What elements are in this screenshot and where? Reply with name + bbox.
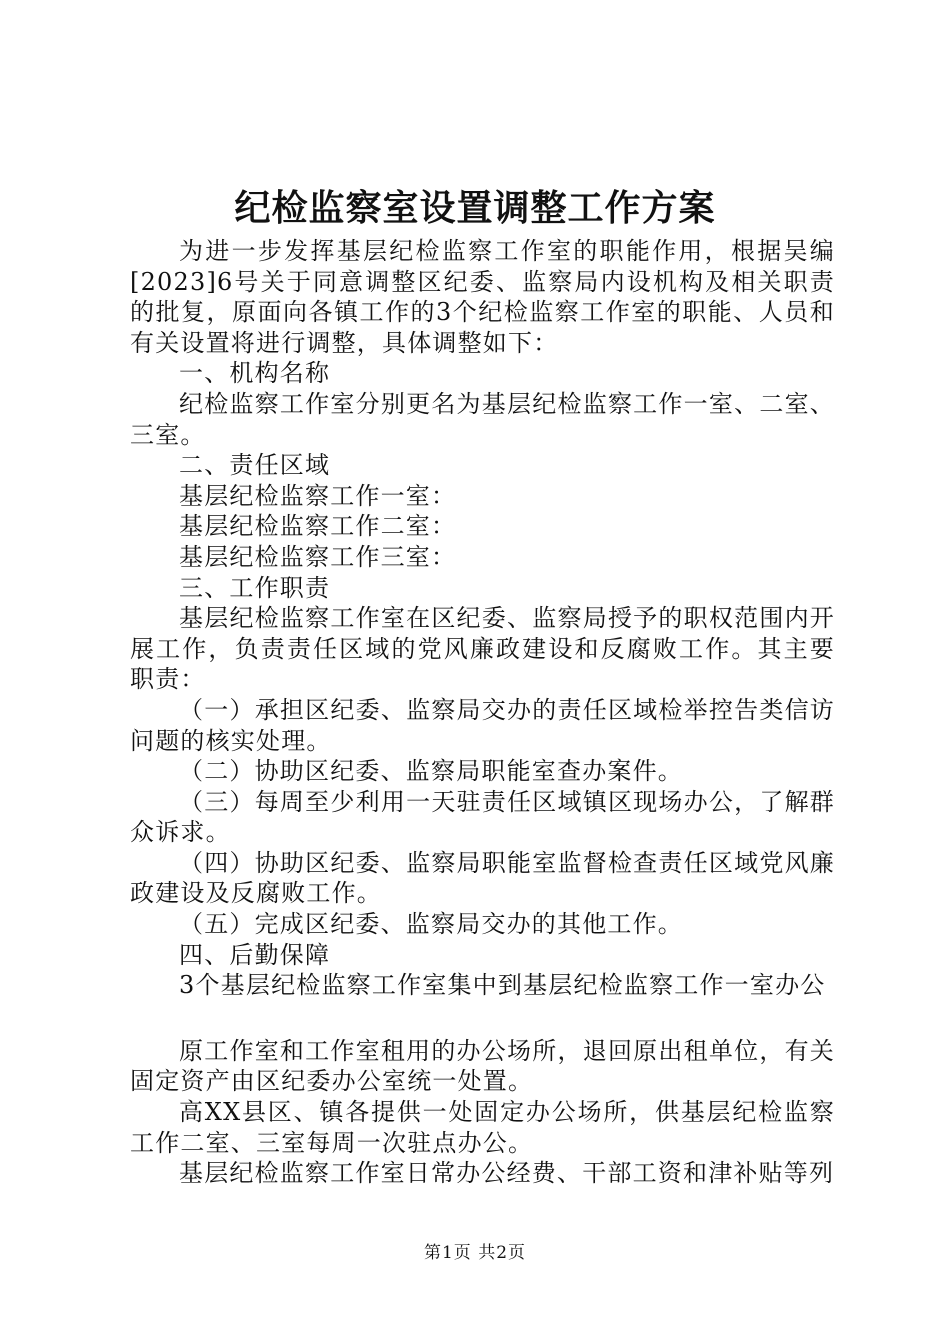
list-item: （四）协助区纪委、监察局职能室监督检查责任区域党风廉政建设及反腐败工作。	[130, 848, 835, 908]
page-footer: 第1页 共2页	[423, 1243, 527, 1263]
list-item: （五）完成区纪委、监察局交办的其他工作。	[179, 910, 683, 939]
section-heading-4: 四、后勤保障	[179, 940, 331, 969]
section-heading-1: 一、机构名称	[179, 359, 331, 388]
paragraph-intro: 为进一步发挥基层纪检监察工作室的职能作用，根据吴编[2023]6号关于同意调整区纪委、监察局内设机构及相关职责的批复，原面向各镇工作的3个纪检监察工作室的职能、人员和有关设置将进行调整，具体调整如下：	[130, 237, 835, 357]
paragraph-gap	[130, 1001, 835, 1036]
paragraph: 基层纪检监察工作三室：	[179, 542, 457, 571]
section-heading-2: 二、责任区域	[179, 451, 331, 480]
list-item: （一）承担区纪委、监察局交办的责任区域检举控告类信访问题的核实处理。	[130, 695, 835, 755]
section-heading-3: 三、工作职责	[179, 573, 331, 602]
document-body	[130, 236, 835, 1189]
paragraph: 原工作室和工作室租用的办公场所，退回原出租单位，有关固定资产由区纪委办公室统一处置。	[130, 1036, 835, 1096]
paragraph: 基层纪检监察工作一室：	[179, 481, 457, 510]
paragraph: 3个基层纪检监察工作室集中到基层纪检监察工作一室办公	[179, 971, 826, 1000]
paragraph: 基层纪检监察工作室在区纪委、监察局授予的职权范围内开展工作，负责责任区域的党风廉政建设和反腐败工作。其主要职责：	[130, 604, 835, 694]
paragraph: 基层纪检监察工作二室：	[179, 512, 457, 541]
paragraph: 高XX县区、镇各提供一处固定办公场所，供基层纪检监察工作二室、三室每周一次驻点办公。	[130, 1098, 835, 1157]
paragraph: 基层纪检监察工作室日常办公经费、干部工资和津补贴等列	[179, 1159, 835, 1188]
list-item: （三）每周至少利用一天驻责任区域镇区现场办公，了解群众诉求。	[130, 787, 835, 847]
document-title: 纪检监察室设置调整工作方案	[234, 188, 716, 229]
paragraph: 纪检监察工作室分别更名为基层纪检监察工作一室、二室、三室。	[130, 389, 835, 449]
list-item: （二）协助区纪委、监察局职能室查办案件。	[179, 757, 683, 786]
